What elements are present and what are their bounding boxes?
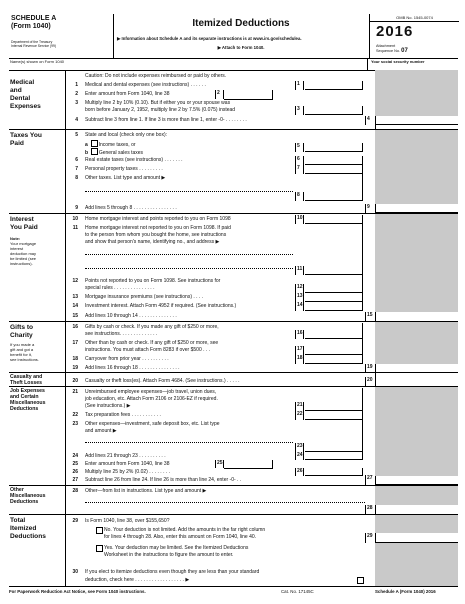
form-header [9,14,458,59]
line-10-amount[interactable] [305,215,363,224]
omb-block [369,14,459,58]
irs-label: Internal Revenue Service (99) [11,44,57,48]
form-title: Itemized Deductions [192,18,290,29]
line-9-amount[interactable] [375,204,458,213]
form-id-block [9,14,114,58]
schedule-label: SCHEDULE A [11,15,57,22]
line-27-amount[interactable] [375,475,458,485]
line-6-amount[interactable] [305,156,363,165]
line-24-amount[interactable] [305,452,363,460]
yes-checkbox[interactable] [96,545,103,552]
line-7-amount[interactable] [305,165,363,174]
names-field[interactable]: Name(s) shown on Form 1040 [10,59,65,64]
line-23-amount[interactable] [305,420,363,452]
income-taxes-checkbox[interactable] [91,140,98,147]
line-11-amount[interactable] [305,224,363,275]
attachment-label: Attachment [376,44,396,48]
itemize-election-checkbox[interactable] [357,577,364,584]
line-21-amount[interactable] [305,388,363,411]
medical-caution: Caution: Do not include expenses reimbursed or paid by others. [85,73,227,79]
department-label: Department of the Treasury [11,40,53,44]
job-expenses-section: Job Expenses and Certain Miscellaneous Deductions 21 Unreimbursed employee expenses—job travel, union dues, job education, etc. Attach Form 2106 or 2106-EZ if required. (See instructions.) ▶ 21 22 Tax preparation fees . . . . . . . . . . . 22 23 Other expenses—investment, safe deposit box, etc. List type and amount ▶ 23 24 Add lines 21 through 23 . . . . . . . . . . 24 25 Enter amount from Form 1040, line 38 25 26 Multiply line 25 by 2% (0.02) . . . . . . . . 26 [9,386,458,476]
no-checkbox[interactable] [96,527,103,534]
catalog-number: Cat. No. 17145C [281,589,314,594]
omb-number: OMB No. 1545-0074 [370,15,459,22]
line-25-amount[interactable] [224,460,273,469]
form-reference: (Form 1040) [11,23,51,30]
line-13-amount[interactable] [305,293,363,302]
info-line: ▶ Information about Schedule A and its separate instructions is at www.irs.gov/schedulea. [117,36,302,41]
form-footer [9,586,458,594]
line-8-amount[interactable] [305,174,363,201]
line-3-amount[interactable] [305,106,363,115]
sequence-number: 07 [401,47,408,54]
line-16-amount[interactable] [305,323,363,339]
gifts-section: Gifts to Charity If you made a gift and got a benefit for it, see instructions. 16 Gifts by cash or check. If you made any gift of $250 or more, see instructions. . . . . . . . . . . . . . 16 17 Other than by cash or check. If any gift of $250 or more, see instructions. You must attach Form 8283 if over $500 . . . 17 18 Carryover from prior year . . . . . . . . . . 18 19 Add lines 16 through 18 . . . . . . . . . . . . . . . 19 [9,321,458,373]
line-29-amount[interactable] [375,533,458,543]
sequence-label: Sequence No. [376,48,401,53]
attach-line: ▶ Attach to Form 1040. [217,45,265,50]
tax-year: 2016 [376,23,414,40]
line-1-amount[interactable] [305,81,363,90]
sales-taxes-checkbox[interactable] [91,148,98,155]
line-18-amount[interactable] [305,355,363,364]
title-block [113,14,369,58]
total-section: Total Itemized Deductions 29 Is Form 1040, line 38, over $155,650? No. Your deduction is not limited. Add the amounts in the far right column for lines 4 through 28. Also, enter this amount on Form 1040, line 40. Yes. Your deduction may be limited. See the Itemized Deductions Worksheet in the instructions to figure the amount to enter. 29 30 If you elect to itemize deductions even though they are less than your standard deduction, check here . . . . . . . . . . . . . . . . . . ▶ [9,514,458,587]
line-14-amount[interactable] [305,302,363,311]
line-4-amount[interactable] [375,116,458,125]
interest-section: Interest You Paid Note: Your mortgage interest deduction may be limited (see instructions). 10 Home mortgage interest and points reported to you on Form 1098 10 11 Home mortgage interest not reported to you on Form 1098. If paid to the person from whom you bought the home, see instructions and show that person's name, identifying no., and address ▶ 11 12 Points not reported to you on Form 1098. See instructions for special rules . . . . . . . . . . . . . . . 12 13 Mortgage insurance premiums (see instructions) . . . . 13 14 Investment interest. Attach Form 4952 if required. (See instructions.) 14 15 Add lines 10 through 14 . . . . . . . . . . . . . . 15 [9,213,458,322]
other-misc-section: Other Miscellaneous Deductions 28 Other—from list in instructions. List type and amount ▶ 28 [9,485,458,515]
schedule-a-form [9,14,458,596]
paperwork-notice: For Paperwork Reduction Act Notice, see Form 1040 instructions. [9,589,146,594]
line-22-amount[interactable] [305,411,363,420]
line-5-amount[interactable] [305,143,363,152]
line-12-amount[interactable] [305,275,363,293]
ssn-field[interactable]: Your social security number [367,59,458,70]
casualty-section: Casualty and Theft Losses 20 Casualty or theft loss(es). Attach Form 4684. (See instructions.) . . . . . 20 [9,372,458,387]
line-17-amount[interactable] [305,339,363,355]
line-27-row: 27 Subtract line 26 from line 24. If line 26 is more than line 24, enter -0- . . 27 [9,475,458,485]
line-2-amount[interactable] [224,90,273,100]
medical-section: Medical and Dental Expenses Caution: Do not include expenses reimbursed or paid by others. 1 Medical and dental expenses (see instructions) . . . . . . 1 2 Enter amount from Form 1040, line 38 2 3 Multiply line 2 by 10% (0.10). But if either you or your spouse was born before January 2, 1952, multiply line 2 by 7.5% (0.075) instead 3 4 Subtract line 3 from line 1. If line 3 is more than line 1, enter -0- . . . . . . . . 4 [9,70,458,129]
taxes-section: Taxes You Paid 5 State and local (check only one box): a Income taxes, or 5 b General sales taxes 6 Real estate taxes (see instructions) . . . . . . . 6 7 Personal property taxes . . . . . . . . . 7 8 Other taxes. List type and amount ▶ 8 9 Add lines 5 through 8 . . . . . . . . . . . . . . . . 9 [9,129,458,214]
form-footer-id: Schedule A (Form 1040) 2016 [375,589,436,594]
